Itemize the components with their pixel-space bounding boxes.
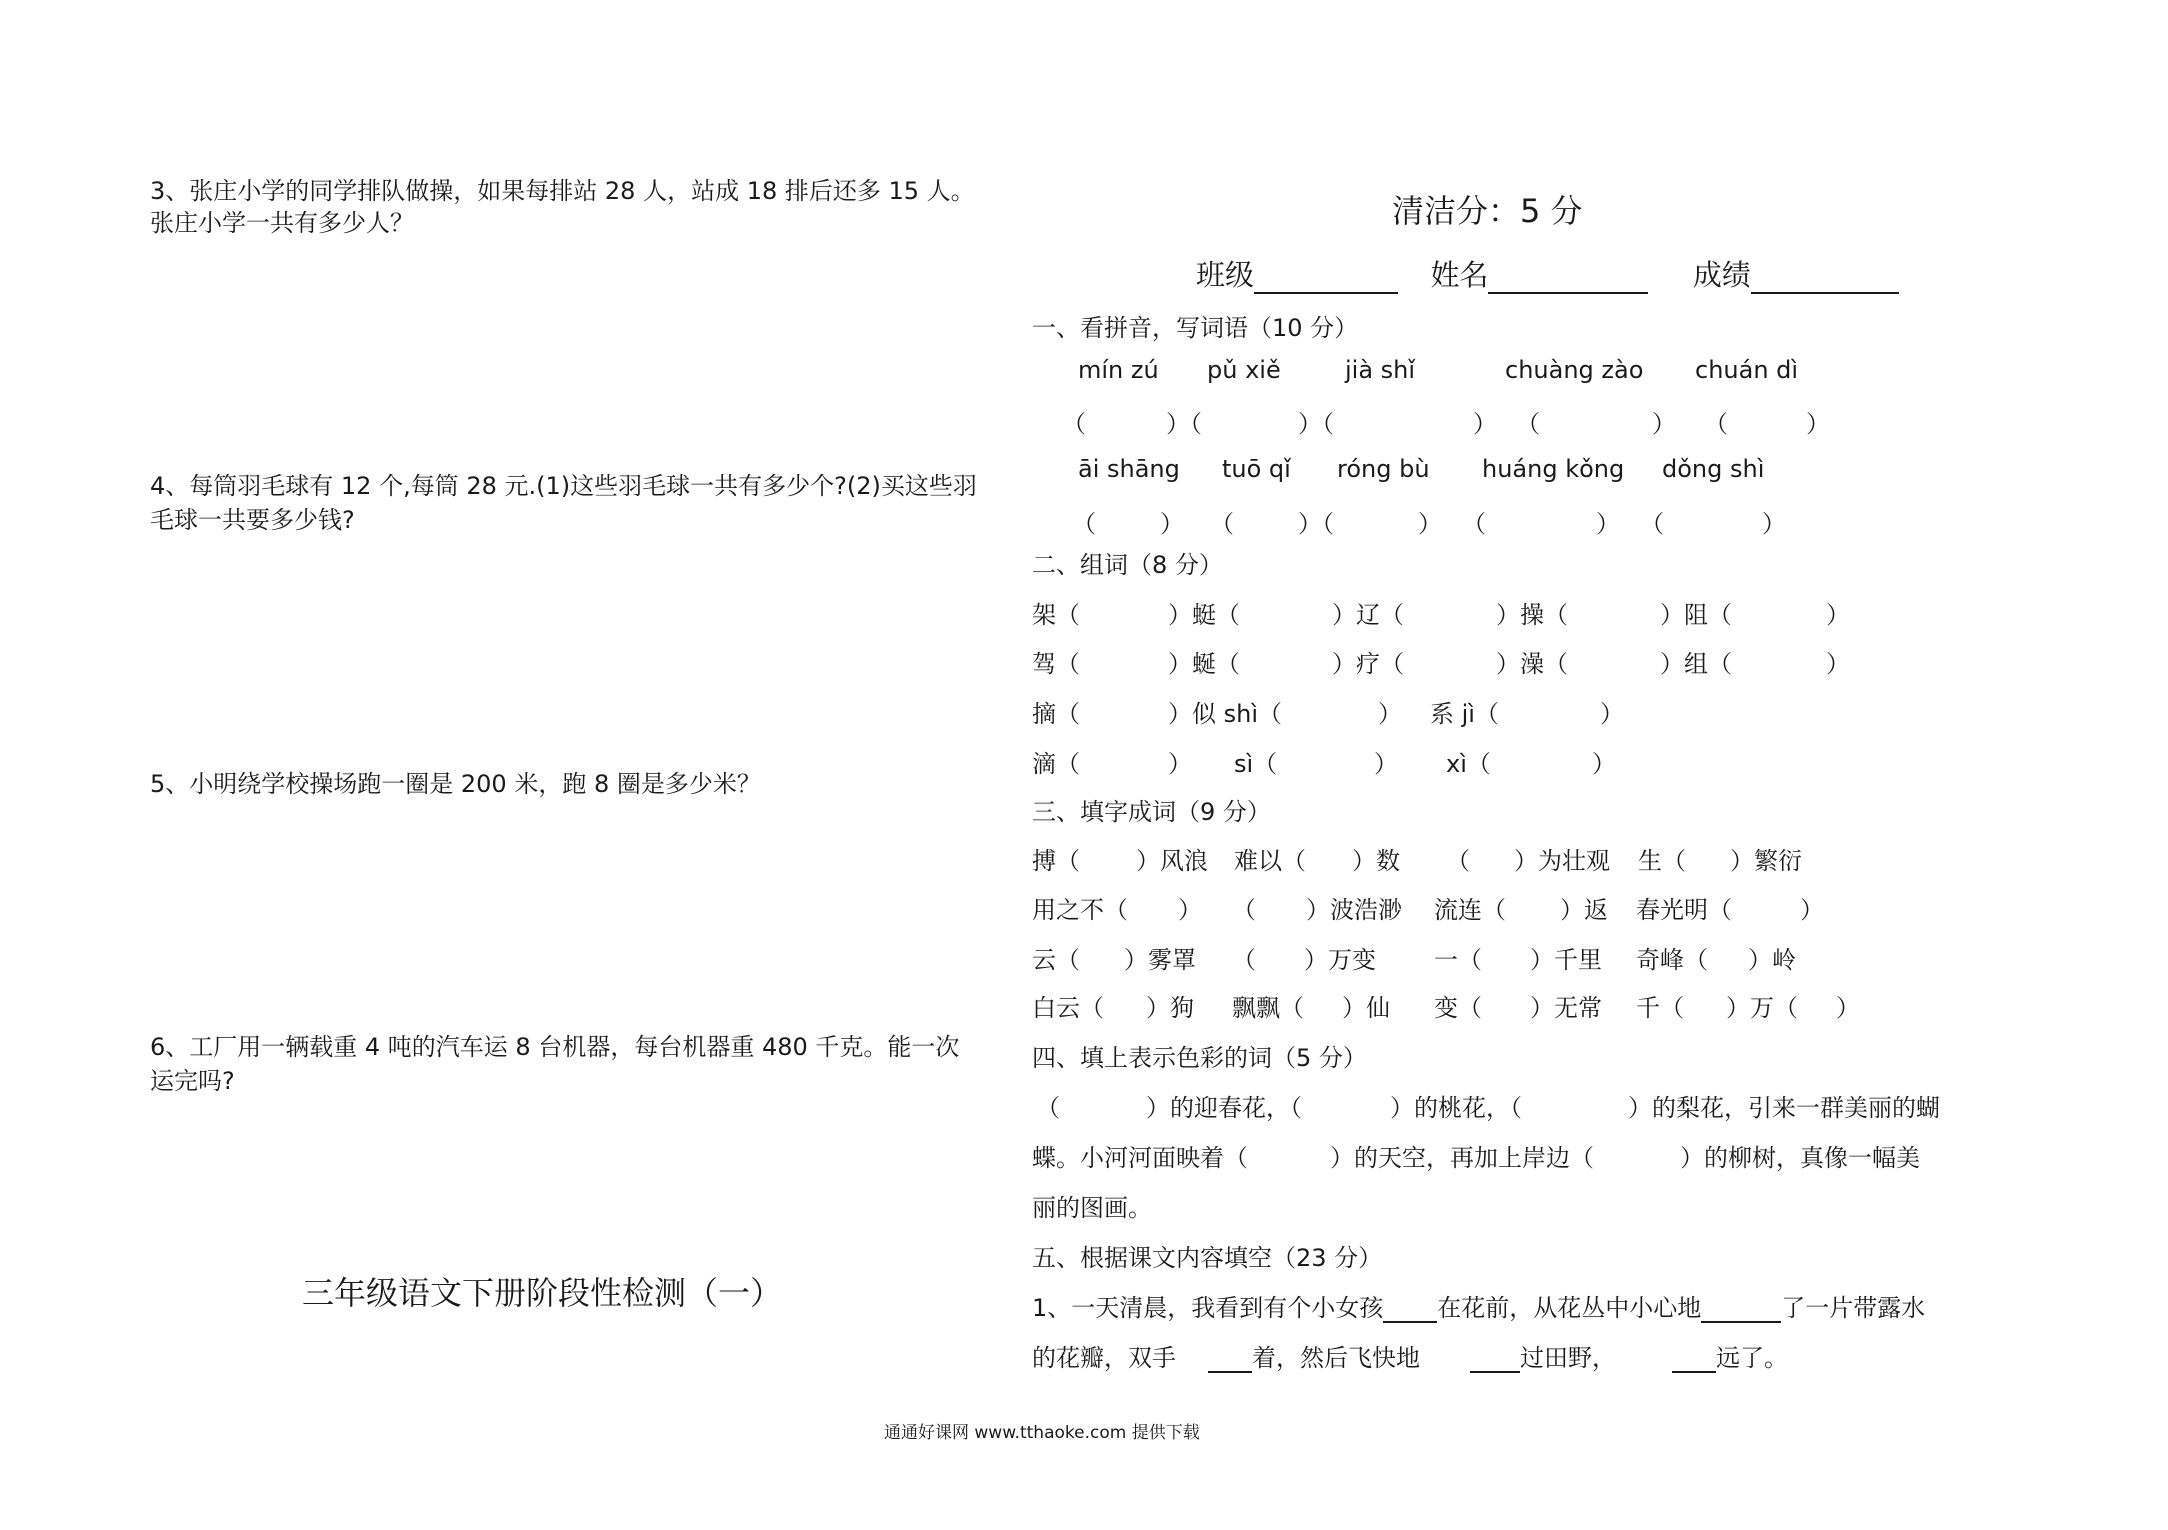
s3-r1-b: ）风浪 <box>1136 847 1208 875</box>
s3-r2-f: ）返 <box>1560 896 1608 924</box>
section5-title: 五、根据课文内容填空（23 分） <box>1032 1244 1383 1272</box>
name-label: 姓名 <box>1430 258 1489 292</box>
s3-r3-a: 云（ <box>1032 946 1080 974</box>
s5-blank-5[interactable] <box>1672 1345 1716 1373</box>
paren-1-b[interactable]: ）（ <box>1166 410 1202 438</box>
s4-l1-c: ）的桃花，（ <box>1390 1094 1522 1122</box>
pinyin-2-1: āi shāng <box>1078 455 1180 483</box>
section3-title: 三、填字成词（9 分） <box>1032 798 1271 826</box>
paren-1-h[interactable]: ） <box>1806 410 1830 438</box>
s3-r1-d: ）数 <box>1352 847 1400 875</box>
s3-r4-f: ）无常 <box>1530 994 1602 1022</box>
s3-r1-a: 搏（ <box>1032 847 1080 875</box>
s2-r3-d: 系 jì（ <box>1430 700 1499 728</box>
q3-line1: 3、张庄小学的同学排队做操，如果每排站 28 人，站成 18 排后还多 15 人。 <box>150 177 975 205</box>
s5-l2-d: 远了。 <box>1716 1344 1788 1372</box>
s2-r4-b: ） <box>1168 750 1192 778</box>
s2-r2-e: ）组（ <box>1660 650 1732 678</box>
pinyin-1-2: pǔ xiě <box>1207 356 1281 384</box>
name-blank[interactable] <box>1488 262 1648 294</box>
s3-r2-d: ）波浩渺 <box>1306 896 1402 924</box>
s4-l3: 丽的图画。 <box>1032 1194 1152 1222</box>
paren-2-g[interactable]: ） <box>1596 510 1620 538</box>
pinyin-2-2: tuō qǐ <box>1222 455 1291 483</box>
score-label: 成绩 <box>1692 258 1751 292</box>
s3-r3-c: （ <box>1232 946 1256 974</box>
s2-r2-c: ）疗（ <box>1332 650 1404 678</box>
s3-r3-d: ）万变 <box>1304 946 1376 974</box>
s3-r1-f: ）为壮观 <box>1514 847 1610 875</box>
s4-l2-b: ）的天空，再加上岸边（ <box>1330 1144 1594 1172</box>
s5-l1-b: 在花前，从花丛中小心地 <box>1437 1294 1702 1322</box>
s3-r2-e: 流连（ <box>1434 896 1506 924</box>
s5-l1-c: 了一片带露水 <box>1781 1294 1926 1322</box>
paren-1-e: （ <box>1516 410 1540 438</box>
s2-r2-a: 驾（ <box>1032 650 1080 678</box>
paren-2-f: （ <box>1462 510 1486 538</box>
s3-r3-b: ）雾罩 <box>1124 946 1196 974</box>
s3-r2-g: 春光明（ <box>1636 896 1732 924</box>
s2-r3-c: ） <box>1378 700 1402 728</box>
pinyin-1-4: chuàng zào <box>1505 356 1644 384</box>
s2-r1-d: ）操（ <box>1496 601 1568 629</box>
s3-r1-e: （ <box>1446 847 1470 875</box>
s5-blank-2[interactable] <box>1701 1295 1781 1323</box>
section4-title: 四、填上表示色彩的词（5 分） <box>1032 1044 1367 1072</box>
s2-r4-c: sì（ <box>1234 750 1278 778</box>
student-info-line <box>1196 253 1899 294</box>
s5-blank-4[interactable] <box>1470 1345 1520 1373</box>
s3-r4-c: 飘飘（ <box>1232 994 1304 1022</box>
paren-1-g: （ <box>1704 410 1728 438</box>
s3-r4-a: 白云（ <box>1032 994 1104 1022</box>
s2-r1-f: ） <box>1826 601 1850 629</box>
s3-r3-f: ）千里 <box>1530 946 1602 974</box>
s4-l1-d: ）的梨花，引来一群美丽的蝴 <box>1628 1094 1940 1122</box>
s5-l2-b: 着，然后飞快地 <box>1252 1344 1420 1372</box>
paren-2-i[interactable]: ） <box>1762 510 1786 538</box>
paren-1-a: （ <box>1062 410 1086 438</box>
pinyin-2-3: róng bù <box>1337 455 1430 483</box>
section2-title: 二、组词（8 分） <box>1032 551 1223 579</box>
s3-r2-c: （ <box>1232 896 1256 924</box>
s5-line2 <box>1032 1338 1788 1373</box>
paren-2-b[interactable]: ） <box>1160 510 1184 538</box>
exam-title: 三年级语文下册阶段性检测（一） <box>302 1274 783 1312</box>
s3-r4-i: ） <box>1836 994 1860 1022</box>
s3-r2-a: 用之不（ <box>1032 896 1128 924</box>
paren-2-a: （ <box>1072 510 1096 538</box>
score-blank[interactable] <box>1751 262 1899 294</box>
pinyin-2-5: dǒng shì <box>1662 455 1765 483</box>
s2-r1-b: ）蜓（ <box>1168 601 1240 629</box>
s2-r4-d: ） <box>1374 750 1398 778</box>
q6-line1: 6、工厂用一辆载重 4 吨的汽车运 8 台机器，每台机器重 480 千克。能一次 <box>150 1033 960 1061</box>
s5-l1-a: 1、一天清晨，我看到有个小女孩 <box>1032 1294 1384 1322</box>
s2-r3-e: ） <box>1600 700 1624 728</box>
class-label: 班级 <box>1196 258 1255 292</box>
paren-2-h: （ <box>1640 510 1664 538</box>
s3-r4-g: 千（ <box>1636 994 1684 1022</box>
pinyin-1-3: jià shǐ <box>1345 356 1416 384</box>
s3-r1-c: 难以（ <box>1234 847 1306 875</box>
s3-r3-e: 一（ <box>1434 946 1482 974</box>
paren-2-d[interactable]: ）（ <box>1298 510 1334 538</box>
s2-r1-e: ）阻（ <box>1660 601 1732 629</box>
q5: 5、小明绕学校操场跑一圈是 200 米，跑 8 圈是多少米？ <box>150 770 761 798</box>
paren-1-c[interactable]: ）（ <box>1298 410 1334 438</box>
s3-r2-b: ） <box>1178 896 1202 924</box>
footer-credit: 通通好课网 www.tthaoke.com 提供下载 <box>884 1423 1200 1443</box>
paren-2-e[interactable]: ） <box>1418 510 1442 538</box>
s3-r1-h: ）繁衍 <box>1730 847 1802 875</box>
s4-l1-b: ）的迎春花，（ <box>1146 1094 1302 1122</box>
pinyin-2-4: huáng kǒng <box>1482 455 1625 483</box>
q4-line2: 毛球一共要多少钱? <box>150 506 355 534</box>
s3-r4-d: ）仙 <box>1342 994 1390 1022</box>
s2-r4-f: ） <box>1592 750 1616 778</box>
s2-r2-b: ）蜒（ <box>1168 650 1240 678</box>
paren-2-c: （ <box>1210 510 1234 538</box>
s3-r4-b: ）狗 <box>1146 994 1194 1022</box>
s2-r2-f: ） <box>1826 650 1850 678</box>
s4-l2-c: ）的柳树，真像一幅美 <box>1680 1144 1920 1172</box>
q3-line2: 张庄小学一共有多少人？ <box>150 209 414 237</box>
s2-r4-e: xì（ <box>1446 750 1491 778</box>
s3-r3-h: ）岭 <box>1748 946 1796 974</box>
s2-r1-a: 架（ <box>1032 601 1080 629</box>
pinyin-1-5: chuán dì <box>1695 356 1799 384</box>
s2-r4-a: 滴（ <box>1032 750 1080 778</box>
s3-r4-e: 变（ <box>1434 994 1482 1022</box>
pinyin-1-1: mín zú <box>1078 356 1159 384</box>
s2-r3-b: ）似 shì（ <box>1168 700 1283 728</box>
s3-r2-h: ） <box>1800 896 1824 924</box>
s5-blank-3[interactable] <box>1208 1345 1252 1373</box>
paren-1-f[interactable]: ） <box>1652 410 1676 438</box>
s2-r3-a: 摘（ <box>1032 700 1080 728</box>
s2-r2-d: ）澡（ <box>1496 650 1568 678</box>
section1-title: 一、看拼音，写词语（10 分） <box>1032 314 1359 342</box>
s4-l1-a: （ <box>1036 1094 1060 1122</box>
s5-line1 <box>1032 1288 1925 1323</box>
q6-line2: 运完吗? <box>150 1067 235 1095</box>
s2-r1-c: ）辽（ <box>1332 601 1404 629</box>
s5-blank-1[interactable] <box>1383 1295 1437 1323</box>
q4-line1: 4、每筒羽毛球有 12 个,每筒 28 元.(1)这些羽毛球一共有多少个?(2)买这些羽 <box>150 472 977 500</box>
s3-r1-g: 生（ <box>1638 847 1686 875</box>
s5-l2-c: 过田野， <box>1520 1344 1616 1372</box>
s3-r3-g: 奇峰（ <box>1636 946 1708 974</box>
class-blank[interactable] <box>1254 262 1398 294</box>
paren-1-d[interactable]: ） <box>1473 410 1497 438</box>
s4-l2-a: 蝶。小河河面映着（ <box>1032 1144 1248 1172</box>
s3-r4-h: ）万（ <box>1726 994 1798 1022</box>
clean-score: 清洁分：5 分 <box>1392 192 1583 230</box>
s5-l2-a: 的花瓣，双手 <box>1032 1344 1176 1372</box>
